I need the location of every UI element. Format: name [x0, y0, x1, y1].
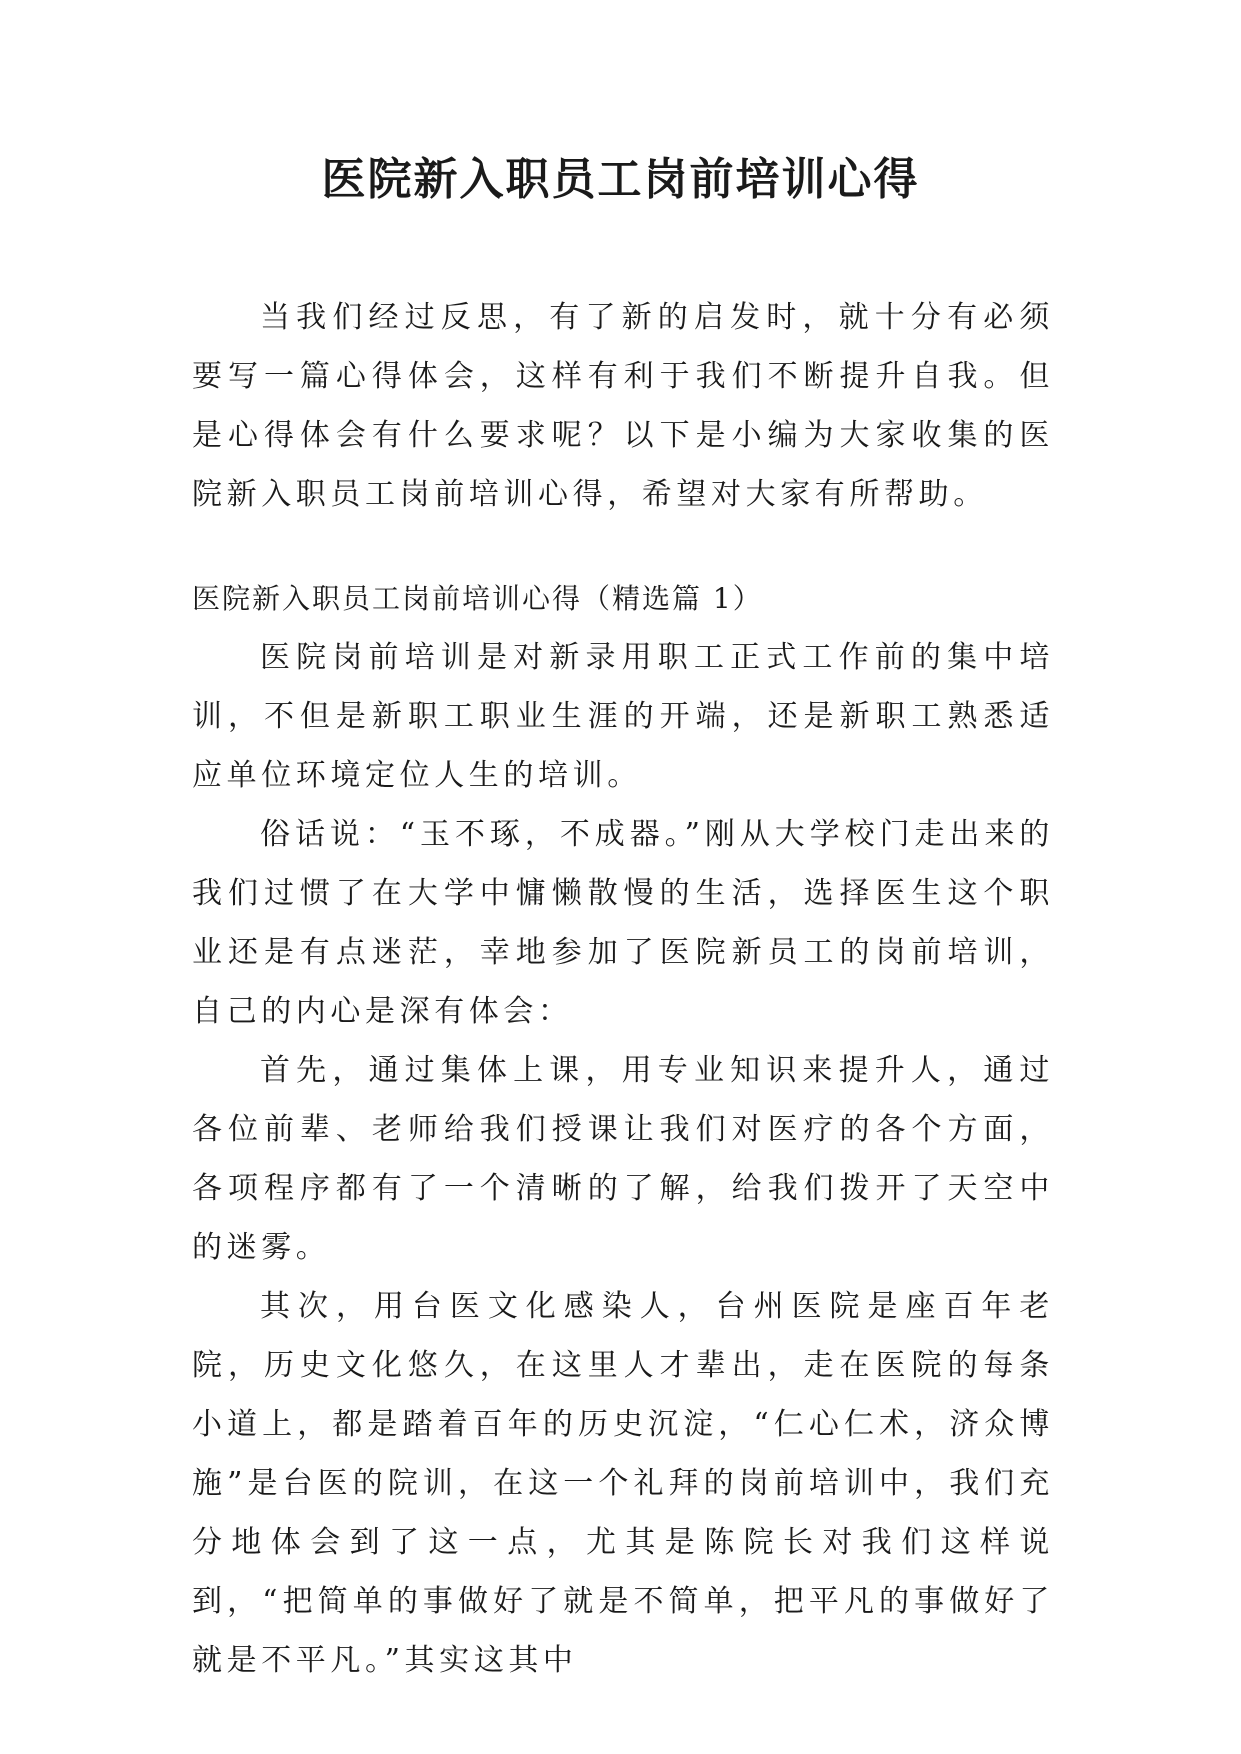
body-paragraph: 俗话说：“玉不琢，不成器。”刚从大学校门走出来的我们过惯了在大学中慵懒散慢的生活，选择医生这个职业还是有点迷茫，幸地参加了医院新员工的岗前培训，自己的内心是深有体会： — [192, 817, 1054, 1029]
intro-paragraph: 当我们经过反思，有了新的启发时，就十分有必须要写一篇心得体会，这样有利于我们不断提升自我。但是心得体会有什么要求呢？以下是小编为大家收集的医院新入职员工岗前培训心得，希望对大家有所帮助。 — [192, 300, 1054, 512]
body-paragraph: 其次，用台医文化感染人，台州医院是座百年老院，历史文化悠久，在这里人才辈出，走在医院的每条小道上，都是踏着百年的历史沉淀，“仁心仁术，济众博施”是台医的院训，在这一个礼拜的岗前培训中，我们充分地体会到了这一点，尤其是陈院长对我们这样说到，“把简单的事做好了就是不简单，把平凡的事做好了就是不平凡。”其实这其中 — [192, 1289, 1054, 1678]
section-heading: 医院新入职员工岗前培训心得（精选篇 1） — [192, 582, 763, 615]
document-body — [192, 288, 1054, 1690]
body-paragraph: 医院岗前培训是对新录用职工正式工作前的集中培训，不但是新职工职业生涯的开端，还是新职工熟悉适应单位环境定位人生的培训。 — [192, 640, 1054, 793]
body-paragraph: 首先，通过集体上课，用专业知识来提升人，通过各位前辈、老师给我们授课让我们对医疗的各个方面，各项程序都有了一个清晰的了解，给我们拨开了天空中的迷雾。 — [192, 1053, 1054, 1265]
document-title: 医院新入职员工岗前培训心得 — [321, 154, 920, 205]
